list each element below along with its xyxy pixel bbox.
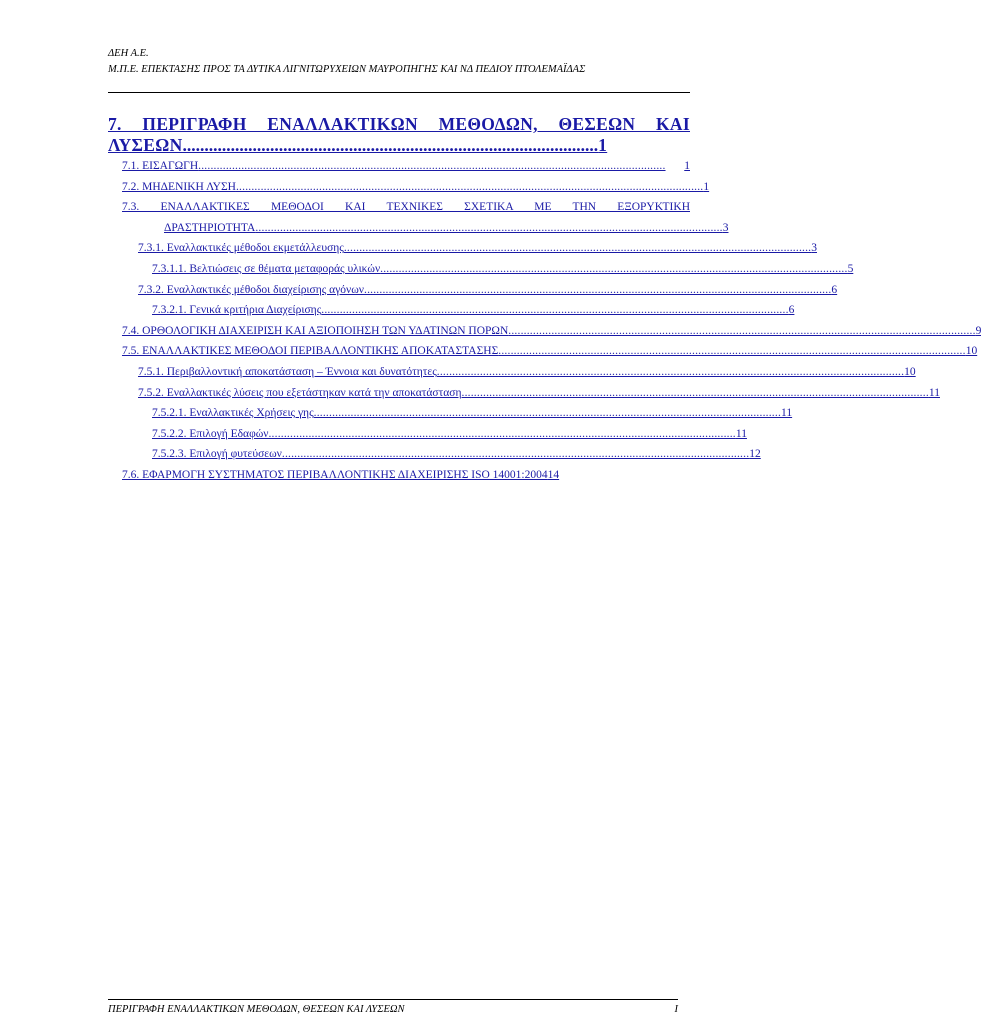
toc-entry-page: 1 xyxy=(703,180,710,193)
toc-entry-page: 6 xyxy=(788,304,795,317)
toc-entry-7-5-2[interactable] xyxy=(108,383,940,404)
footer-divider xyxy=(108,999,678,1000)
toc-entry-7-3[interactable] xyxy=(108,197,729,238)
toc-leader: ............................................................................................... xyxy=(182,135,599,155)
toc-leader: ........................................................................................................................................................ xyxy=(321,304,789,317)
toc-entry-7-3-1-1[interactable] xyxy=(108,259,854,280)
table-of-contents xyxy=(108,114,981,486)
toc-entry-label: 7.5.1. Περιβαλλοντική αποκατάσταση – Έννοια και δυνατότητες xyxy=(138,365,437,378)
toc-entry-label: 7.3. ΕΝΑΛΛΑΚΤΙΚΕΣ ΜΕΘΟΔΟΙ ΚΑΙ ΤΕΧΝΙΚΕΣ ΣΧΕΤΙΚΑ ΜΕ ΤΗΝ ΕΞΟΡΥΚΤΙΚΗ xyxy=(122,201,690,214)
toc-entry-page: 5 xyxy=(847,262,854,275)
toc-entry-page: 9 xyxy=(975,324,981,337)
toc-leader: ........................................................................................................................................................ xyxy=(281,448,750,461)
toc-entry-label: 7.1. ΕΙΣΑΓΩΓΗ xyxy=(122,160,199,172)
footer-chapter-title: ΠΕΡΙΓΡΑΦΗ ΕΝΑΛΛΑΚΤΙΚΩΝ ΜΕΘΟΔΩΝ, ΘΕΣΕΩΝ ΚΑΙ ΛΥΣΕΩΝ xyxy=(108,1004,405,1015)
header-divider xyxy=(108,92,690,93)
toc-entry-label: 7.3.2. Εναλλακτικές μέθοδοι διαχείρισης αγόνων xyxy=(138,283,364,296)
toc-entry-7-5-2-2[interactable] xyxy=(108,424,747,445)
toc-leader: ........................................................................................................................................................ xyxy=(498,345,966,358)
toc-entry-page: 3 xyxy=(722,221,729,234)
toc-entry-7-5-1[interactable] xyxy=(108,362,916,383)
toc-leader: ........................................................................................................................................................ xyxy=(255,221,723,234)
toc-entry-label-continued: ΔΡΑΣΤΗΡΙΟΤΗΤΑ xyxy=(164,221,256,234)
toc-entry-7-4[interactable] xyxy=(108,321,981,342)
page-header xyxy=(108,46,676,78)
toc-entry-page: 12 xyxy=(749,448,761,461)
toc-leader: ........................................................................................................................................................ xyxy=(235,180,704,193)
toc-entry-7-5-2-3[interactable] xyxy=(108,444,761,465)
toc-entry-label: 7.3.2.1. Γενικά κριτήρια Διαχείρισης xyxy=(152,304,322,317)
toc-entry-label: 7.6. ΕΦΑΡΜΟΓΗ ΣΥΣΤΗΜΑΤΟΣ ΠΕΡΙΒΑΛΛΟΝΤΙΚΗΣ ΔΙΑΧΕΙΡΙΣΗΣ ISO 14001:2004 xyxy=(122,468,548,481)
toc-leader: ........................................................................................................................................................ xyxy=(380,262,848,275)
toc-entry-page: 14 xyxy=(547,468,560,481)
toc-entry-7-3-1[interactable] xyxy=(108,238,817,259)
toc-leader: ........................................................................................................................................................ xyxy=(198,160,666,172)
toc-chapter-title-link[interactable] xyxy=(108,114,690,156)
toc-entry-7-1[interactable] xyxy=(108,156,690,177)
toc-entry-page: 6 xyxy=(831,283,838,296)
toc-leader: ........................................................................................................................................................ xyxy=(343,242,812,255)
toc-leader: ........................................................................................................................................................ xyxy=(313,407,782,420)
toc-entry-label: 7.3.1. Εναλλακτικές μέθοδοι εκμετάλλευσης xyxy=(138,242,344,255)
toc-entry-page: 11 xyxy=(781,407,793,420)
toc-entry-page: 3 xyxy=(811,242,817,255)
toc-entry-7-2[interactable] xyxy=(108,177,710,198)
header-project-title: Μ.Π.Ε. ΕΠΕΚΤΑΣΗΣ ΠΡΟΣ ΤΑ ΔΥΤΙΚΑ ΛΙΓΝΙΤΩΡΥΧΕΙΩΝ ΜΑΥΡΟΠΗΓΗΣ ΚΑΙ ΝΔ ΠΕΔΙΟΥ ΠΤΟΛΕΜΑΪΔΑΣ xyxy=(108,64,586,75)
toc-entry-7-5[interactable] xyxy=(108,341,978,362)
toc-leader: ........................................................................................................................................................ xyxy=(436,365,905,378)
toc-entry-page: 10 xyxy=(904,365,916,378)
toc-leader: ........................................................................................................................................................ xyxy=(364,283,832,296)
toc-entry-label: 7.5.2.1. Εναλλακτικές Χρήσεις γης xyxy=(152,407,314,420)
toc-entry-page: 10 xyxy=(965,345,978,358)
header-company: ΔΕΗ Α.Ε. xyxy=(108,48,149,59)
toc-entry-7-3-2-1[interactable] xyxy=(108,300,795,321)
toc-entry-page: 1 xyxy=(684,160,690,172)
toc-leader: ........................................................................................................................................................ xyxy=(461,386,929,399)
toc-entry-page: 11 xyxy=(735,427,747,440)
toc-entry-label: 7.3.1.1. Βελτιώσεις σε θέματα μεταφοράς υλικών xyxy=(152,262,381,275)
toc-entry-label: 7.5.2. Εναλλακτικές λύσεις που εξετάστηκαν κατά την αποκατάσταση xyxy=(138,386,462,399)
page-footer xyxy=(108,1002,678,1018)
toc-entry-label: 7.4. ΟΡΘΟΛΟΓΙΚΗ ΔΙΑΧΕΙΡΙΣΗ ΚΑΙ ΑΞΙΟΠΟΙΗΣΗ ΤΩΝ ΥΔΑΤΙΝΩΝ ΠΟΡΩΝ xyxy=(122,324,509,337)
toc-leader: ........................................................................................................................................................ xyxy=(508,324,976,337)
toc-chapter-page: 1 xyxy=(598,135,608,155)
footer-page-number: I xyxy=(674,1004,678,1015)
toc-entry-label: 7.5.2.3. Επιλογή φυτεύσεων xyxy=(152,448,282,461)
toc-entry-page: 11 xyxy=(928,386,940,399)
toc-entry-7-3-2[interactable] xyxy=(108,280,838,301)
toc-chapter-title-text: 7. ΠΕΡΙΓΡΑΦΗ ΕΝΑΛΛΑΚΤΙΚΩΝ ΜΕΘΟΔΩΝ, ΘΕΣΕΩΝ ΚΑΙ ΛΥΣΕΩΝ xyxy=(108,114,690,155)
toc-entry-label: 7.2. ΜΗΔΕΝΙΚΗ ΛΥΣΗ xyxy=(122,180,236,193)
toc-entry-7-5-2-1[interactable] xyxy=(108,403,793,424)
toc-leader: ........................................................................................................................................................ xyxy=(268,427,736,440)
toc-entry-label: 7.5.2.2. Επιλογή Εδαφών xyxy=(152,427,269,440)
toc-entry-continuation xyxy=(108,218,729,239)
toc-entry-7-6[interactable] xyxy=(108,465,690,486)
toc-entry-label: 7.5. ΕΝΑΛΛΑΚΤΙΚΕΣ ΜΕΘΟΔΟΙ ΠΕΡΙΒΑΛΛΟΝΤΙΚΗΣ ΑΠΟΚΑΤΑΣΤΑΣΗΣ xyxy=(122,345,499,358)
